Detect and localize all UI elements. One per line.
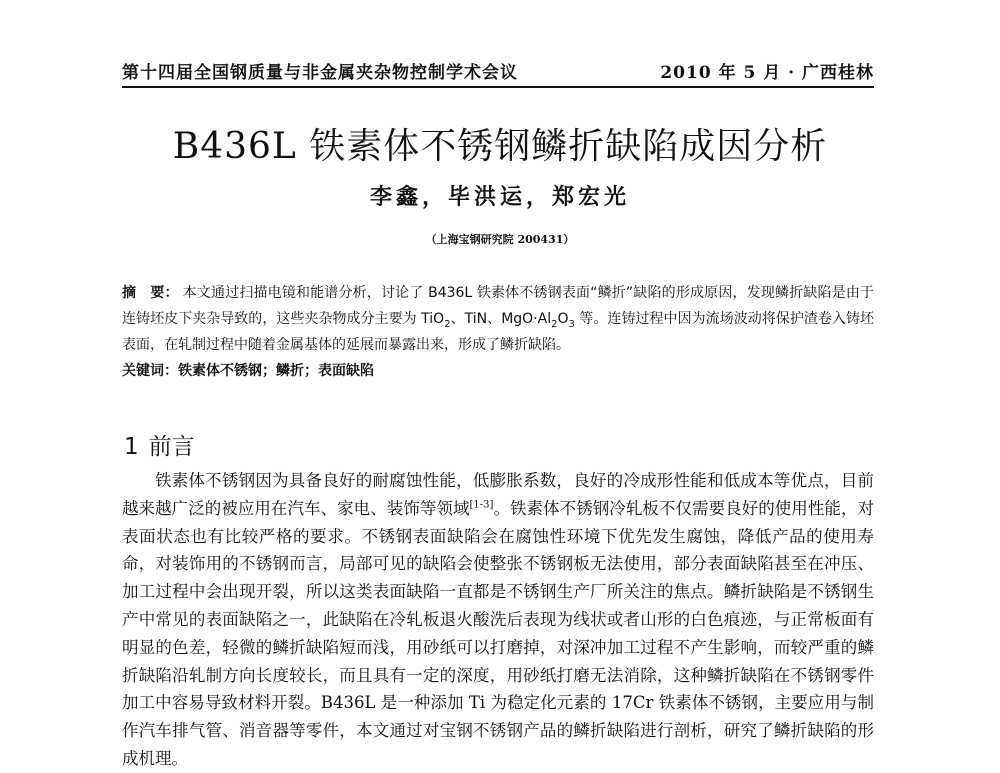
keywords: 关键词：铁素体不锈钢；鳞折；表面缺陷 — [122, 363, 374, 379]
conference-name: 第十四届全国钢质量与非金属夹杂物控制学术会议 — [122, 63, 518, 83]
section-number: 1 — [124, 434, 139, 460]
abstract — [122, 280, 874, 358]
abstract-label: 摘 要： — [122, 285, 179, 301]
abstract-text-1: 本文通过扫描电镜和能谱分析，讨论了 B436L 铁素体不锈钢表面“鳞折”缺陷的形成原因，发现鳞折缺陷是由于连铸坯皮下夹杂导致的，这些夹杂物成分主要为 TiO — [122, 285, 875, 327]
section-heading — [124, 428, 424, 461]
affiliation: （上海宝钢研究院 200431） — [425, 233, 575, 246]
abstract-sub-2: 2 — [551, 318, 558, 330]
citation: [1-3] — [469, 499, 494, 511]
body-paragraph — [122, 467, 874, 773]
section-title: 前言 — [148, 434, 195, 460]
paper-title: B436L 铁素体不锈钢鳞折缺陷成因分析 — [172, 126, 828, 167]
body-text-2: 。铁素体不锈钢冷轧板不仅需要良好的使用性能，对表面状态也有比较严格的要求。不锈钢表面缺陷会在腐蚀性环境下优先发生腐蚀，降低产品的使用寿命，对装饰用的不锈钢而言，局部可见的缺陷会使整张不锈钢板无法使用，部分表面缺陷甚至在冲压、加工过程中会出现开裂，所以这类表面缺陷一直都是不锈钢生产厂所关注的焦点。鳞折缺陷是不锈钢生产中常见的表面缺陷之一，此缺陷在冷轧板退火酸洗后表现为线状或者山形的白色痕迹，与正常板面有明显的色差，轻微的鳞折缺陷短而浅，用砂纸可以打磨掉，对深冲加工过程不产生影响，而较严重的鳞折缺陷沿轧制方向长度较长，而且具有一定的深度，用砂纸打磨无法消除，这种鳞折缺陷在不锈钢零件加工中容易导致材料开裂。B436L 是一种添加 Ti 为稳定化元素的 17Cr 铁素体不锈钢，主要应用与制作汽车排气管、消音器等零件，本文通过对宝钢不锈钢产品的鳞折缺陷进行剖析，研究了鳞折缺陷的形成机理。 — [122, 498, 875, 768]
conference-date-location: 2010 年 5 月 · 广西桂林 — [660, 63, 874, 83]
running-header — [122, 60, 874, 88]
body-text-1: 铁素体不锈钢因为具备良好的耐腐蚀性能，低膨胀系数，良好的冷成形性能和低成本等优点，目前越来越广泛的被应用在汽车、家电、装饰等领域 — [122, 471, 874, 518]
abstract-text-4: 等。连铸过程中因为流场波动将保护渣卷入铸坯表面，在轧制过程中随着金属基体的延展而暴露出来，形成了鳞折缺陷。 — [122, 311, 875, 353]
abstract-text-3: O — [557, 311, 569, 327]
abstract-sub-1: 2 — [444, 318, 451, 330]
abstract-text-2: 、TiN、MgO·Al — [450, 311, 552, 327]
abstract-sub-3: 3 — [568, 318, 575, 330]
author-list: 李鑫，毕洪运，郑宏光 — [369, 184, 630, 210]
